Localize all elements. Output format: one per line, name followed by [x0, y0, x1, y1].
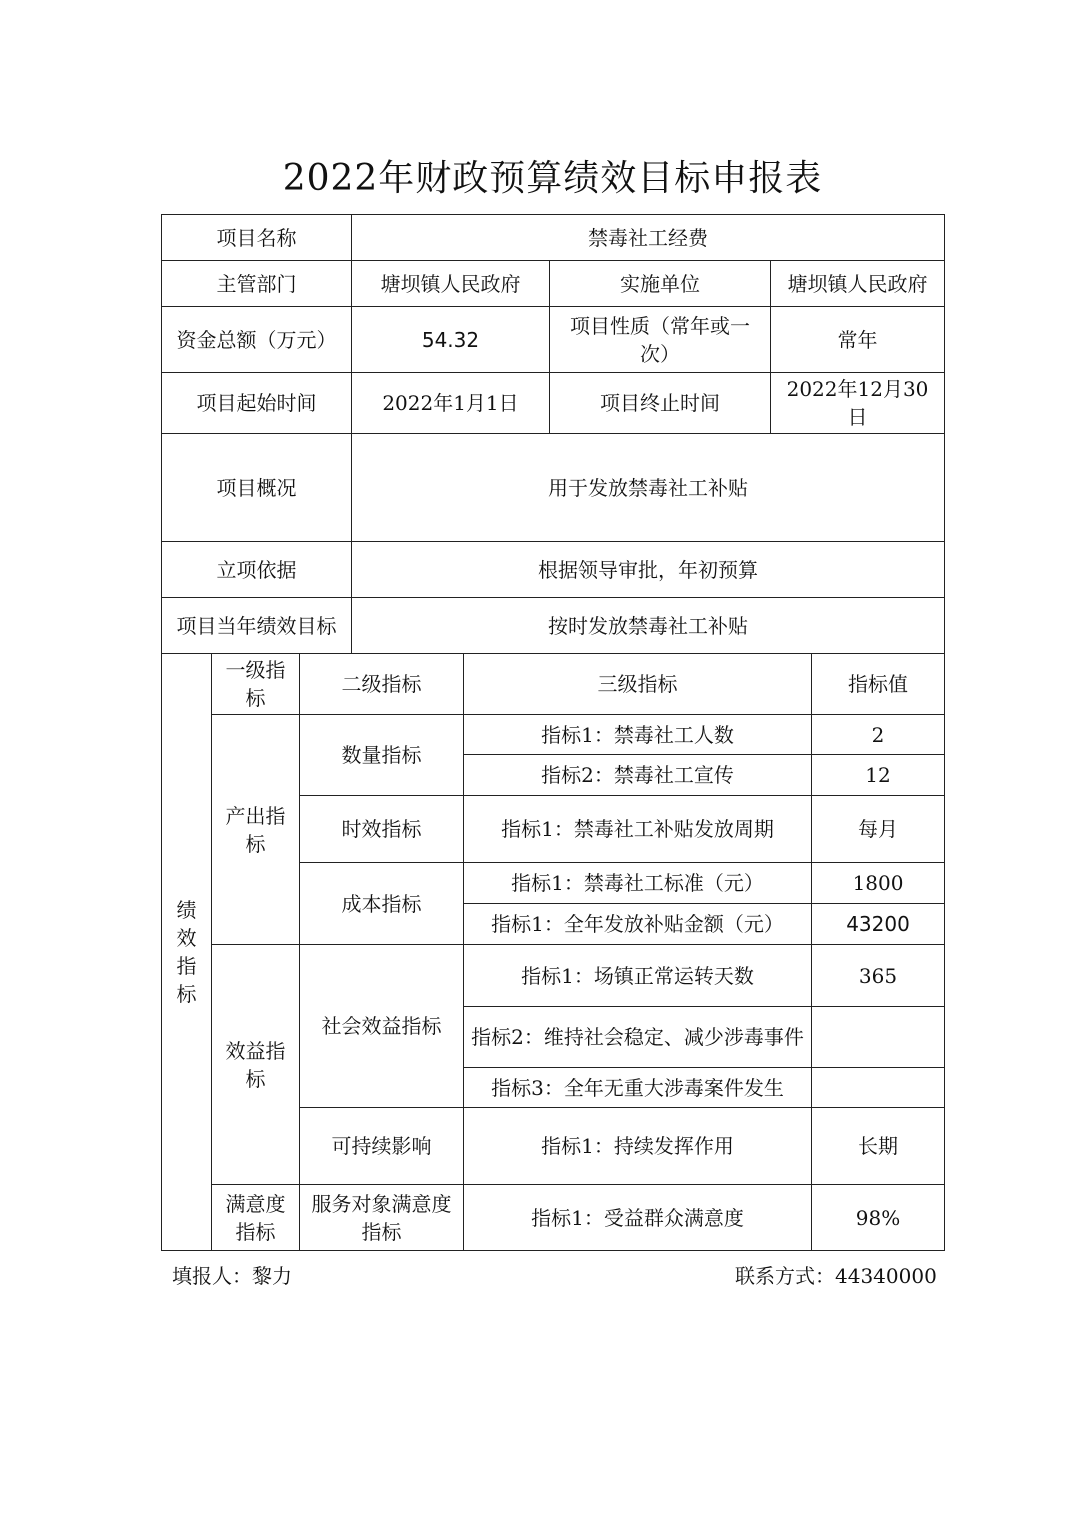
- row-funds: [162, 307, 945, 373]
- end-time-label: 项目终止时间: [550, 373, 771, 434]
- quantity-indicator-label: 数量指标: [300, 715, 464, 796]
- row-project-name: [162, 215, 945, 261]
- budget-form-table: [161, 214, 945, 1251]
- indicator-name: 指标2：维持社会稳定、减少涉毒事件: [464, 1007, 812, 1068]
- overview-label: 项目概况: [162, 434, 352, 542]
- sustain-indicator-label: 可持续影响: [300, 1108, 464, 1185]
- table-row: [162, 945, 945, 1007]
- indicator-name: 指标1：全年发放补贴金额（元）: [464, 904, 812, 945]
- row-period: [162, 373, 945, 434]
- project-name-label: 项目名称: [162, 215, 352, 261]
- goal-label: 项目当年绩效目标: [162, 598, 352, 654]
- indicator-value: [812, 1007, 945, 1068]
- indicator-value: [812, 1068, 945, 1108]
- indicator-value: 98%: [812, 1185, 945, 1251]
- overview-value: 用于发放禁毒社工补贴: [352, 434, 945, 542]
- service-satisfaction-label: 服务对象满意度指标: [300, 1185, 464, 1251]
- nature-label: 项目性质（常年或一次）: [550, 307, 771, 373]
- indicator-name: 指标2：禁毒社工宣传: [464, 755, 812, 796]
- impl-unit-label: 实施单位: [550, 261, 771, 307]
- indicator-value: 2: [812, 715, 945, 755]
- indicator-name: 指标1：禁毒社工人数: [464, 715, 812, 755]
- indicator-header-row: [162, 654, 945, 715]
- funds-value: 54.32: [352, 307, 550, 373]
- header-level1: 一级指标: [212, 654, 300, 715]
- indicator-value: 1800: [812, 863, 945, 904]
- indicator-value: 365: [812, 945, 945, 1007]
- social-benefit-label: 社会效益指标: [300, 945, 464, 1108]
- reporter-label: 填报人：黎力: [172, 1264, 292, 1288]
- row-basis: [162, 542, 945, 598]
- section-label-performance: 绩效指标: [162, 654, 212, 1251]
- satisfaction-indicator-label: 满意度指标: [212, 1185, 300, 1251]
- contact-label: 联系方式：44340000: [735, 1264, 937, 1288]
- start-time-value: 2022年1月1日: [352, 373, 550, 434]
- row-department: [162, 261, 945, 307]
- benefit-indicator-label: 效益指标: [212, 945, 300, 1185]
- header-level3: 三级指标: [464, 654, 812, 715]
- basis-label: 立项依据: [162, 542, 352, 598]
- nature-value: 常年: [771, 307, 945, 373]
- department-label: 主管部门: [162, 261, 352, 307]
- table-row: [162, 715, 945, 755]
- indicator-value: 43200: [812, 904, 945, 945]
- indicator-name: 指标3：全年无重大涉毒案件发生: [464, 1068, 812, 1108]
- cost-indicator-label: 成本指标: [300, 863, 464, 945]
- indicator-name: 指标1：受益群众满意度: [464, 1185, 812, 1251]
- timeliness-indicator-label: 时效指标: [300, 796, 464, 863]
- table-row: [162, 1185, 945, 1251]
- basis-value: 根据领导审批，年初预算: [352, 542, 945, 598]
- header-level2: 二级指标: [300, 654, 464, 715]
- indicator-name: 指标1：持续发挥作用: [464, 1108, 812, 1185]
- start-time-label: 项目起始时间: [162, 373, 352, 434]
- indicator-value: 12: [812, 755, 945, 796]
- impl-unit-value: 塘坝镇人民政府: [771, 261, 945, 307]
- indicator-value: 长期: [812, 1108, 945, 1185]
- indicator-name: 指标1：禁毒社工标准（元）: [464, 863, 812, 904]
- indicator-value: 每月: [812, 796, 945, 863]
- page-title: 2022年财政预算绩效目标申报表: [282, 158, 823, 199]
- goal-value: 按时发放禁毒社工补贴: [352, 598, 945, 654]
- project-name-value: 禁毒社工经费: [352, 215, 945, 261]
- row-overview: [162, 434, 945, 542]
- output-indicator-label: 产出指标: [212, 715, 300, 945]
- funds-label: 资金总额（万元）: [162, 307, 352, 373]
- end-time-value: 2022年12月30日: [771, 373, 945, 434]
- header-value: 指标值: [812, 654, 945, 715]
- department-value: 塘坝镇人民政府: [352, 261, 550, 307]
- indicator-name: 指标1：禁毒社工补贴发放周期: [464, 796, 812, 863]
- row-goal: [162, 598, 945, 654]
- indicator-name: 指标1：场镇正常运转天数: [464, 945, 812, 1007]
